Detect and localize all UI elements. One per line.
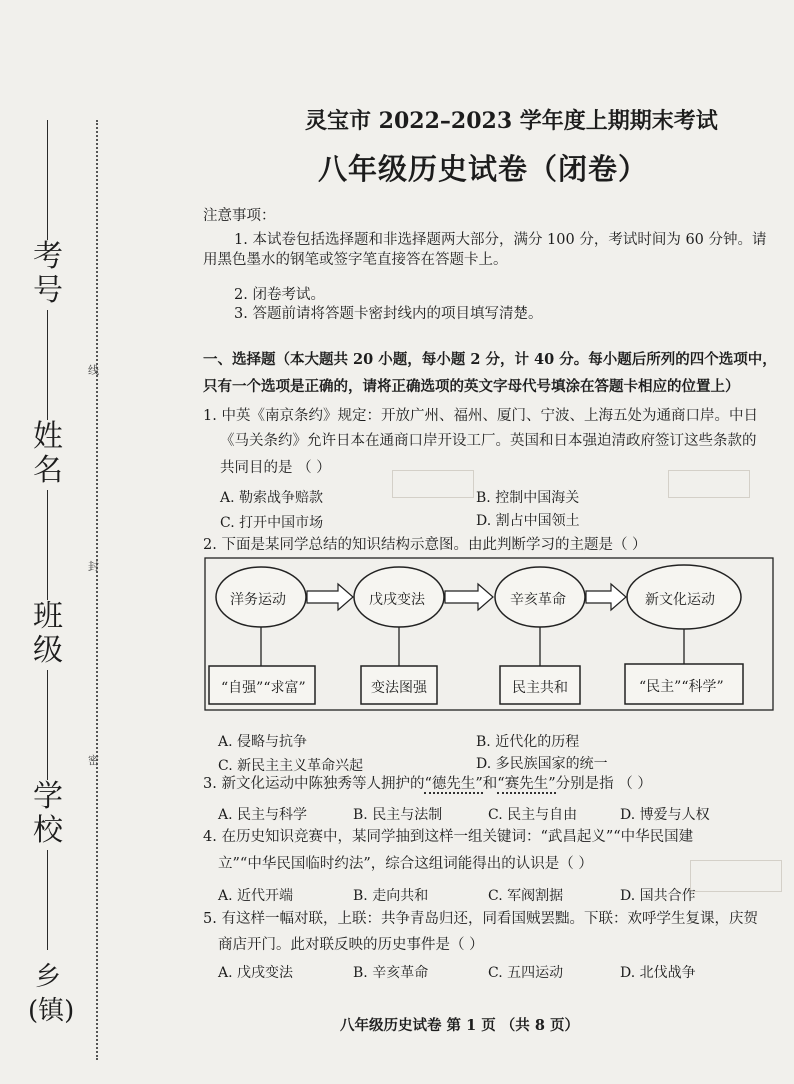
q3-stem-suffix: 分别是指 （ ） xyxy=(555,776,652,792)
box-label-2: 变法图强 xyxy=(371,680,427,696)
q2-option-a: A. 侵略与抗争 xyxy=(218,734,308,750)
q3-option-b: B. 民主与法制 xyxy=(353,807,443,823)
q4-option-b: B. 走向共和 xyxy=(353,888,429,904)
oval-label-1: 洋务运动 xyxy=(230,592,286,608)
section-heading-line2: 只有一个选项是正确的，请将正确选项的英文字母代号填涂在答题卡相应的位置上） xyxy=(203,378,740,395)
box-label-4: “民主”“科学” xyxy=(639,679,724,695)
q5-stem-line2: 商店开门。此对联反映的历史事件是（ ） xyxy=(218,937,484,953)
q4-stem-line2: 立”“中华民国临时约法”，综合这组词能得出的认识是（ ） xyxy=(218,856,593,872)
q2-stem: 2. 下面是某同学总结的知识结构示意图。由此判断学习的主题是（ ） xyxy=(203,537,647,553)
q2-option-c: C. 新民主主义革命兴起 xyxy=(218,758,364,774)
arrow-1 xyxy=(307,584,353,610)
school-label: 学校 xyxy=(33,779,63,848)
q3-stem xyxy=(203,773,652,795)
section-heading-line1: 一、选择题（本大题共 20 小题，每小题 2 分，计 40 分。每小题后所列的四个选项中， xyxy=(203,351,777,368)
q2-option-d: D. 多民族国家的统一 xyxy=(476,756,608,772)
q3-option-d: D. 博爱与人权 xyxy=(620,807,710,823)
q5-option-d: D. 北伐战争 xyxy=(620,965,696,981)
seal-mark-line: 线 xyxy=(88,364,99,377)
q5-stem-line1: 5. 有这样一幅对联，上联：共争青岛归还，同看国贼罢黜。下联：欢呼学生复课，庆贺 xyxy=(203,911,758,927)
exam-title: 灵宝市 2022–2023 学年度上期期末考试 xyxy=(305,108,718,134)
oval-label-3: 辛亥革命 xyxy=(510,592,566,608)
q2-option-b: B. 近代化的历程 xyxy=(476,734,580,750)
arrow-3 xyxy=(586,584,626,610)
q1-option-b: B. 控制中国海关 xyxy=(476,490,580,506)
q4-stem-line1: 4. 在历史知识竞赛中，某同学抽到这样一组关键词：“武昌起义”“中华民国建 xyxy=(203,829,694,845)
oval-label-4: 新文化运动 xyxy=(645,592,715,608)
q3-keyword-sai: “赛先生” xyxy=(497,776,556,792)
oval-label-2: 戊戌变法 xyxy=(369,592,425,608)
note-1b: 用黑色墨水的钢笔或签字笔直接答在答题卡上。 xyxy=(203,252,508,268)
q5-option-a: A. 戊戌变法 xyxy=(218,965,294,981)
q3-option-c: C. 民主与自由 xyxy=(488,807,578,823)
seal-mark-dense: 密 xyxy=(88,754,99,767)
town-label: 乡(镇) xyxy=(28,962,75,1026)
q1-option-d: D. 割占中国领土 xyxy=(476,513,580,529)
q1-option-a: A. 勒索战争赔款 xyxy=(220,490,324,506)
box-label-1: “自强”“求富” xyxy=(221,680,306,696)
q3-stem-mid: 和 xyxy=(482,776,498,792)
box-label-3: 民主共和 xyxy=(512,680,568,696)
note-3: 3. 答题前请将答题卡密封线内的项目填写清楚。 xyxy=(234,306,543,322)
q4-option-c: C. 军阀割据 xyxy=(488,888,564,904)
q3-stem-prefix: 3. 新文化运动中陈独秀等人拥护的 xyxy=(203,776,425,792)
note-1a: 1. 本试卷包括选择题和非选择题两大部分，满分 100 分，考试时间为 60 分钟。请 xyxy=(234,232,767,248)
q1-stem-line2: 《马关条约》允许日本在通商口岸开设工厂。英国和日本强迫清政府签订这些条款的 xyxy=(220,433,757,449)
q3-option-a: A. 民主与科学 xyxy=(218,807,308,823)
note-2: 2. 闭卷考试。 xyxy=(234,287,325,303)
q4-option-d: D. 国共合作 xyxy=(620,888,696,904)
id-label: 考号 xyxy=(33,239,63,308)
name-label: 姓名 xyxy=(33,419,63,488)
q3-keyword-de: “德先生” xyxy=(424,776,483,792)
q5-option-b: B. 辛亥革命 xyxy=(353,965,429,981)
q1-option-c: C. 打开中国市场 xyxy=(220,515,324,531)
paper-title: 八年级历史试卷（闭卷） xyxy=(318,152,649,186)
arrow-2 xyxy=(445,584,493,610)
q4-option-a: A. 近代开端 xyxy=(218,888,294,904)
class-label: 班级 xyxy=(33,599,63,668)
seal-mark-seal: 封 xyxy=(88,560,99,573)
q5-option-c: C. 五四运动 xyxy=(488,965,564,981)
q1-stem-line3: 共同目的是 （ ） xyxy=(220,460,331,476)
notes-heading: 注意事项： xyxy=(203,208,276,224)
page-footer: 八年级历史试卷 第 1 页 （共 8 页） xyxy=(340,1017,579,1034)
q1-stem-line1: 1. 中英《南京条约》规定：开放广州、福州、厦门、宁波、上海五处为通商口岸。中日 xyxy=(203,408,758,424)
